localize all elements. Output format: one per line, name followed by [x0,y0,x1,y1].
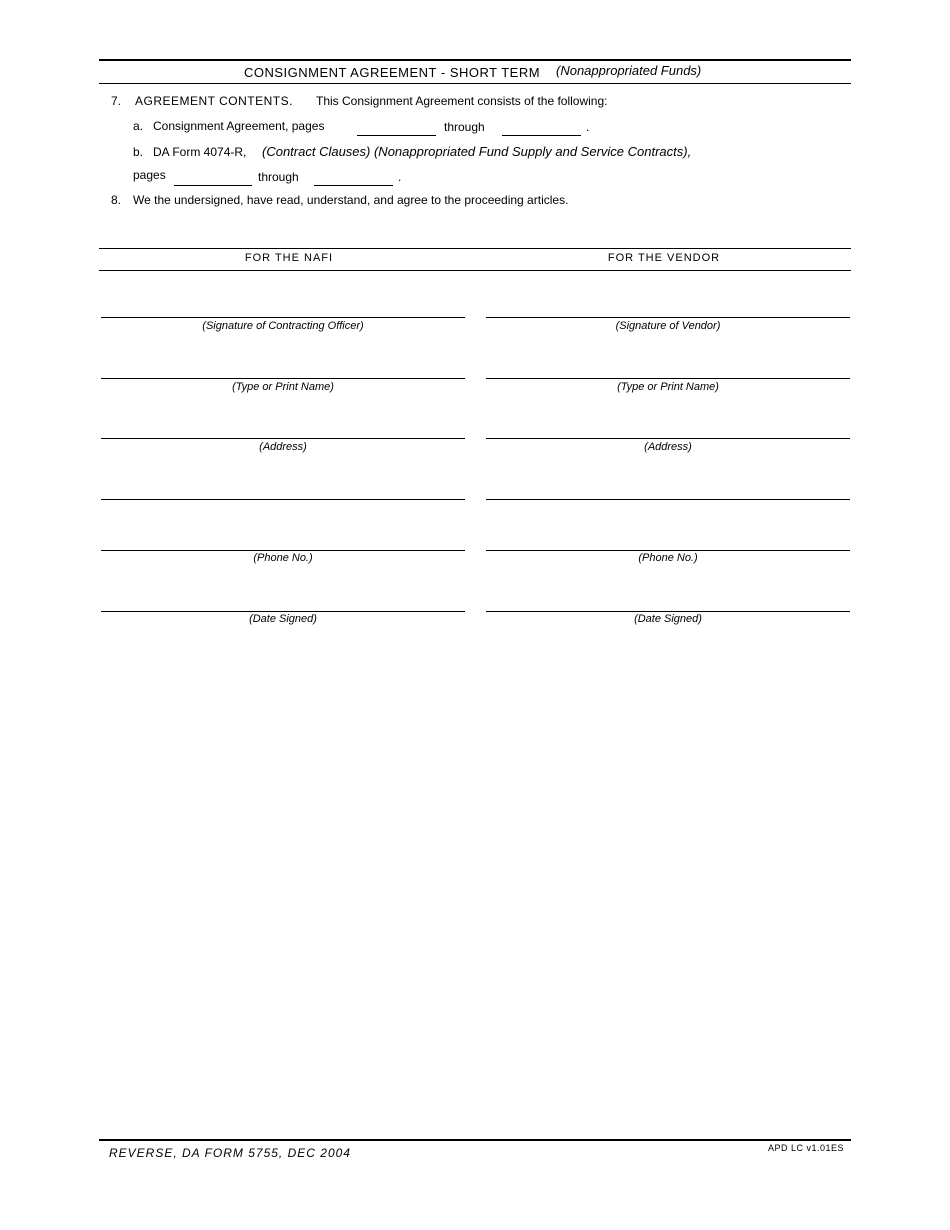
item-7b-italic-text: (Contract Clauses) (Nonappropriated Fund Supply and Service Contracts), [262,144,692,159]
item-7b-letter: b. [133,145,144,159]
vendor-name-line[interactable] [486,378,850,379]
nafi-address-line-2[interactable] [101,499,465,500]
item-7b-text: DA Form 4074-R, [153,145,247,159]
item-8-number: 8. [111,193,122,207]
item-7b-pages-from-field[interactable] [174,171,252,186]
vendor-phone-caption: (Phone No.) [638,552,698,564]
form-title: CONSIGNMENT AGREEMENT - SHORT TERM [244,65,541,80]
item-7b-pages-to-field[interactable] [314,171,393,186]
item-7b-period: . [398,170,402,184]
vendor-address-caption: (Address) [644,441,692,453]
footer-rule [99,1139,851,1141]
nafi-signature-caption: (Signature of Contracting Officer) [202,320,364,332]
vendor-heading: FOR THE VENDOR [607,252,721,264]
item-7a-period: . [586,120,590,134]
vendor-signature-line[interactable] [486,317,850,318]
item-7-number: 7. [111,94,122,108]
nafi-heading: FOR THE NAFI [244,252,334,264]
vendor-date-line[interactable] [486,611,850,612]
vendor-address-line[interactable] [486,438,850,439]
top-rule-thick [99,59,851,61]
vendor-date-caption: (Date Signed) [634,613,702,625]
vendor-name-caption: (Type or Print Name) [617,381,719,393]
item-7a-through: through [444,120,485,134]
nafi-signature-line[interactable] [101,317,465,318]
footer-version: APD LC v1.01ES [767,1143,844,1153]
nafi-phone-line[interactable] [101,550,465,551]
item-8-text: We the undersigned, have read, understand, and agree to the proceeding articles. [133,193,569,207]
vendor-signature-caption: (Signature of Vendor) [615,320,721,332]
nafi-address-line[interactable] [101,438,465,439]
item-7-text: This Consignment Agreement consists of the following: [316,94,608,108]
item-7a-pages-to-field[interactable] [502,121,581,136]
vendor-address-line-2[interactable] [486,499,850,500]
signature-top-rule [99,248,851,249]
item-7a-text: Consignment Agreement, pages [153,119,325,133]
nafi-date-caption: (Date Signed) [249,613,317,625]
vendor-phone-line[interactable] [486,550,850,551]
form-subtitle: (Nonappropriated Funds) [556,63,702,78]
item-7a-pages-from-field[interactable] [357,121,436,136]
footer-form-id: REVERSE, DA FORM 5755, DEC 2004 [109,1146,351,1160]
header-bottom-rule [99,83,851,84]
item-7b-pages: pages [133,168,166,182]
item-7b-through: through [258,170,299,184]
nafi-date-line[interactable] [101,611,465,612]
signature-heading-rule [99,270,851,271]
nafi-name-line[interactable] [101,378,465,379]
item-7-heading: AGREEMENT CONTENTS. [135,94,293,108]
nafi-address-caption: (Address) [259,441,307,453]
nafi-phone-caption: (Phone No.) [253,552,313,564]
nafi-name-caption: (Type or Print Name) [232,381,334,393]
item-7a-letter: a. [133,119,144,133]
